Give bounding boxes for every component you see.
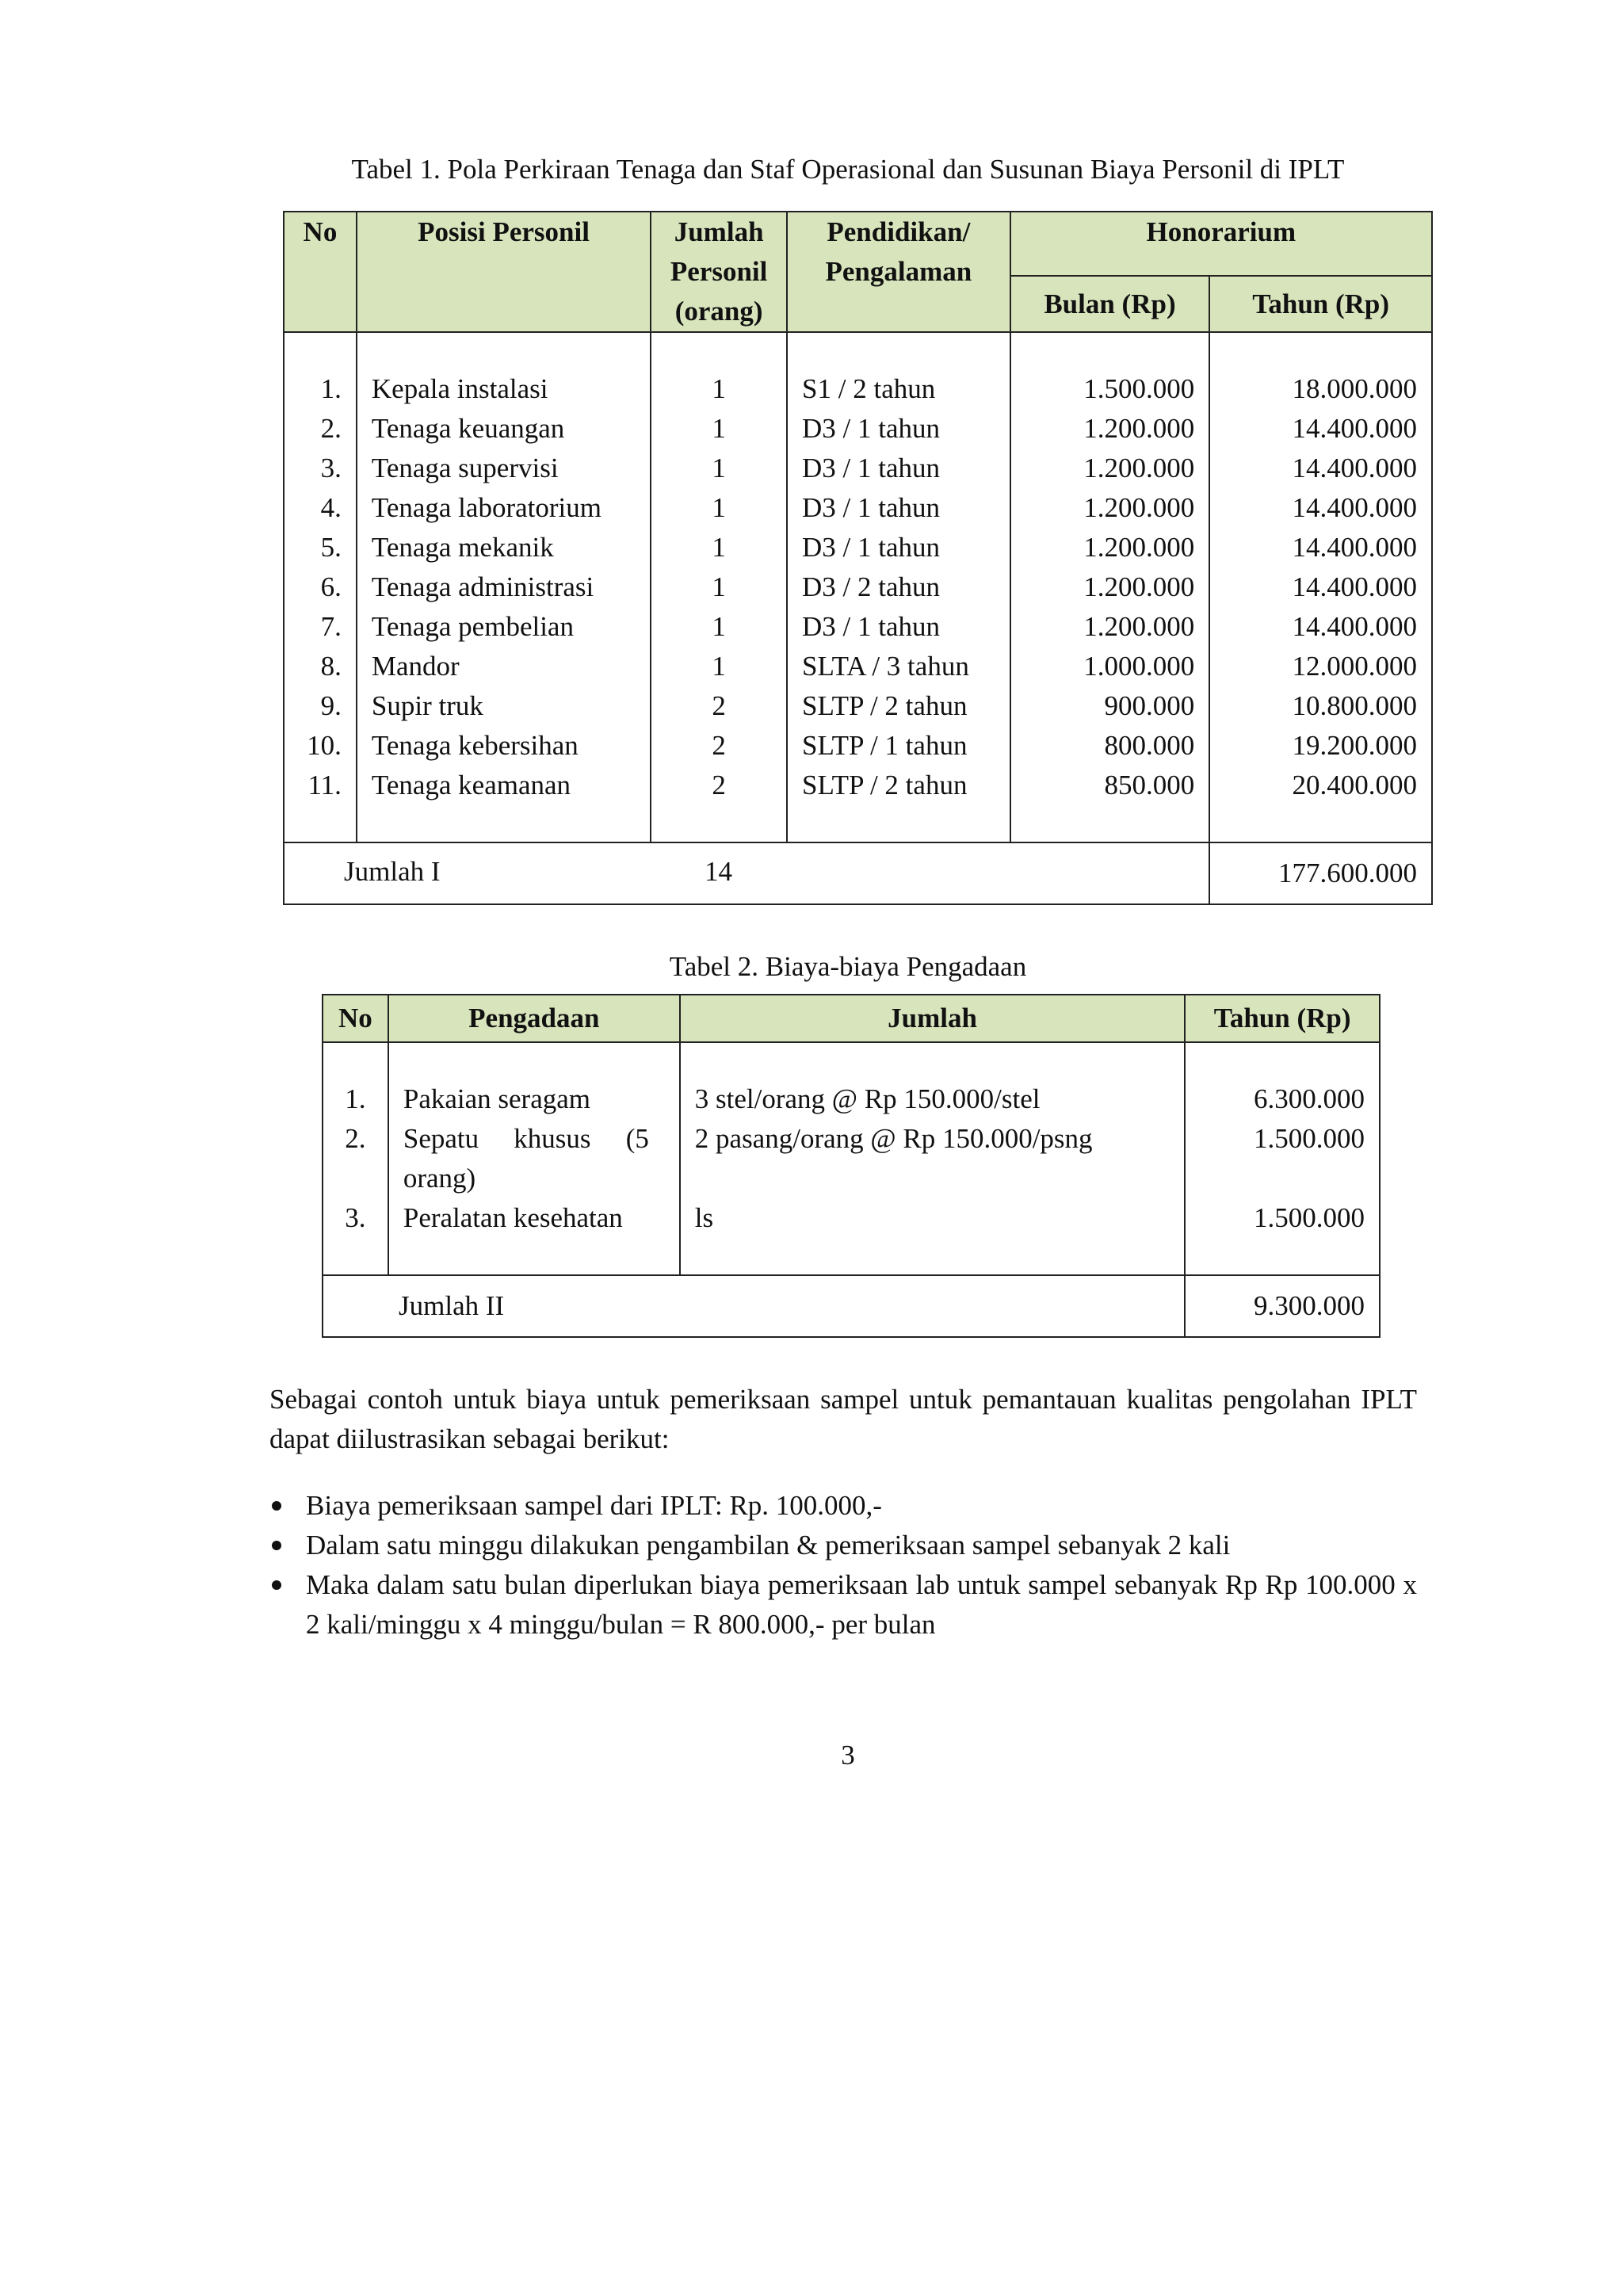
table-row-bulan: 1.200.000	[1083, 611, 1195, 642]
table-row-no: 7.	[320, 611, 342, 642]
table-row-posisi: Mandor	[371, 651, 460, 682]
table-row-pendidikan: SLTP / 1 tahun	[802, 730, 968, 761]
bullet-item-3: Maka dalam satu bulan diperlukan biaya pemeriksaan lab untuk sampel sebanyak Rp Rp 100.000 x 2 kali/minggu x 4 minggu/bulan = R 800.000,- per bulan	[306, 1569, 1417, 1640]
t1-header-no: No	[284, 212, 357, 332]
t1-header-bulan: Bulan (Rp)	[1010, 276, 1210, 332]
table-row-pendidikan: D3 / 1 tahun	[802, 413, 941, 444]
t1-header-honorarium: Honorarium	[1010, 212, 1432, 276]
table-row-pengadaan: Sepatu khusus (5 orang)	[403, 1123, 649, 1194]
table-row-posisi: Tenaga mekanik	[371, 532, 554, 563]
t1-header-pendidikan	[787, 212, 1010, 332]
table-row-tahun: 1.500.000	[1254, 1123, 1365, 1154]
table-row-no: 2.	[345, 1123, 366, 1154]
table-row-pengadaan: Peralatan kesehatan	[403, 1202, 623, 1233]
table-row-jumlah: 2 pasang/orang @ Rp 150.000/psng	[694, 1123, 1093, 1154]
body-paragraph: Sebagai contoh untuk biaya untuk pemeriksaan sampel untuk pemantauan kualitas pengolahan IPLT dapat diilustrasikan sebagai berikut:	[269, 1384, 1417, 1454]
table-row-no: 4.	[320, 492, 342, 523]
table-row-pendidikan: D3 / 1 tahun	[802, 492, 941, 523]
table-row-jumlah: 2	[712, 690, 726, 721]
table-row-no: 8.	[320, 651, 342, 682]
table-row-posisi: Kepala instalasi	[371, 373, 548, 404]
table-row-bulan: 1.200.000	[1083, 413, 1195, 444]
t2-header-jumlah: Jumlah	[680, 995, 1186, 1042]
table-row-bulan: 1.200.000	[1083, 532, 1195, 563]
t1-total-tahun: 177.600.000	[1209, 842, 1432, 904]
table-row-posisi: Tenaga administrasi	[371, 571, 594, 602]
t1-total-label: Jumlah I	[344, 856, 441, 887]
table-row-jumlah: 1	[712, 492, 726, 523]
table-row-tahun: 14.400.000	[1292, 453, 1417, 483]
table-row-posisi: Tenaga kebersihan	[371, 730, 579, 761]
t1-header-jumlah-l2: Personil	[670, 256, 768, 287]
t2-col-jumlah	[680, 1042, 1186, 1275]
t2-header-pengadaan: Pengadaan	[388, 995, 680, 1042]
table-row-no: 1.	[345, 1083, 366, 1114]
t1-total-label-cell	[284, 842, 1209, 904]
table-row-no: 10.	[307, 730, 342, 761]
table-row-posisi: Tenaga laboratorium	[371, 492, 601, 523]
table-row-pendidikan: SLTP / 2 tahun	[802, 690, 968, 721]
t1-col-pendidikan	[787, 332, 1010, 842]
t1-header-pendidikan-l1: Pendidikan/	[827, 216, 971, 247]
t1-col-tahun	[1209, 332, 1432, 842]
table-row-jumlah: 1	[712, 571, 726, 602]
bullet-dot-icon	[272, 1541, 281, 1550]
table-row-tahun: 14.400.000	[1292, 571, 1417, 602]
t1-total-row	[284, 842, 1432, 904]
t2-col-pengadaan	[388, 1042, 680, 1275]
table-row-tahun: 19.200.000	[1292, 730, 1417, 761]
table-row-jumlah: 1	[712, 651, 726, 682]
table-row-no: 1.	[320, 373, 342, 404]
table-row-pendidikan: S1 / 2 tahun	[802, 373, 936, 404]
bullet-item-2: Dalam satu minggu dilakukan pengambilan & pemeriksaan sampel sebanyak 2 kali	[306, 1530, 1231, 1561]
table-row-pendidikan: D3 / 2 tahun	[802, 571, 941, 602]
table-row-no: 3.	[345, 1202, 366, 1233]
table-row-pendidikan: D3 / 1 tahun	[802, 453, 941, 483]
table-row-bulan: 1.200.000	[1083, 492, 1195, 523]
table-row-no: 5.	[320, 532, 342, 563]
table-row-no: 11.	[307, 770, 342, 800]
table1-caption: Tabel 1. Pola Perkiraan Tenaga dan Staf Operasional dan Susunan Biaya Personil di IPLT	[351, 154, 1345, 185]
table-row-bulan: 1.500.000	[1083, 373, 1195, 404]
table-row-jumlah: 1	[712, 532, 726, 563]
t2-col-tahun	[1185, 1042, 1380, 1275]
table-row-tahun: 14.400.000	[1292, 611, 1417, 642]
table-row-pendidikan: D3 / 1 tahun	[802, 532, 941, 563]
table-row-jumlah: 1	[712, 373, 726, 404]
table-row-bulan: 900.000	[1104, 690, 1195, 721]
table-row-tahun: 1.500.000	[1254, 1202, 1365, 1233]
t1-header-jumlah	[651, 212, 787, 332]
table-row-no: 6.	[320, 571, 342, 602]
t1-header-posisi: Posisi Personil	[357, 212, 651, 332]
table-row-tahun: 14.400.000	[1292, 532, 1417, 563]
table-row-bulan: 1.200.000	[1083, 453, 1195, 483]
t1-col-bulan	[1010, 332, 1210, 842]
table-row-tahun: 14.400.000	[1292, 492, 1417, 523]
bullet-dot-icon	[272, 1580, 281, 1590]
table-row-posisi: Tenaga keuangan	[371, 413, 565, 444]
t2-body	[323, 1042, 1380, 1275]
t1-header-jumlah-l1: Jumlah	[674, 216, 764, 247]
t2-col-no	[323, 1042, 388, 1275]
table-row-tahun: 10.800.000	[1292, 690, 1417, 721]
table-row-posisi: Tenaga pembelian	[371, 611, 574, 642]
t2-total-row	[323, 1275, 1380, 1337]
t1-header-tahun: Tahun (Rp)	[1209, 276, 1432, 332]
table2	[322, 994, 1381, 1338]
table-row-pendidikan: D3 / 1 tahun	[802, 611, 941, 642]
table-row-no: 3.	[320, 453, 342, 483]
table-row-bulan: 1.000.000	[1083, 651, 1195, 682]
table-row-tahun: 14.400.000	[1292, 413, 1417, 444]
t1-total-personil: 14	[705, 856, 732, 887]
table-row-tahun: 18.000.000	[1292, 373, 1417, 404]
bullet-dot-icon	[272, 1501, 281, 1511]
t1-header-jumlah-l3: (orang)	[674, 296, 763, 327]
table-row-jumlah: 2	[712, 770, 726, 800]
t1-col-posisi	[357, 332, 651, 842]
table-row-tahun: 20.400.000	[1292, 770, 1417, 800]
table-row-no: 9.	[320, 690, 342, 721]
table-row-pendidikan: SLTA / 3 tahun	[802, 651, 969, 682]
t2-total-tahun: 9.300.000	[1185, 1275, 1380, 1337]
t1-header-pendidikan-l2: Pengalaman	[825, 256, 972, 287]
table-row-jumlah: 1	[712, 453, 726, 483]
table-row-no: 2.	[320, 413, 342, 444]
table-row-bulan: 1.200.000	[1083, 571, 1195, 602]
t2-header-no: No	[323, 995, 388, 1042]
table-row-pendidikan: SLTP / 2 tahun	[802, 770, 968, 800]
table1	[283, 211, 1433, 905]
table-row-jumlah: 3 stel/orang @ Rp 150.000/stel	[694, 1083, 1041, 1114]
table-row-pengadaan: Pakaian seragam	[403, 1083, 591, 1114]
t2-header-tahun: Tahun (Rp)	[1185, 995, 1380, 1042]
table-row-tahun: 12.000.000	[1292, 651, 1417, 682]
table-row-posisi: Supir truk	[371, 690, 483, 721]
t1-col-jumlah	[651, 332, 787, 842]
table-row-bulan: 800.000	[1104, 730, 1195, 761]
t1-body	[284, 332, 1432, 842]
table2-caption: Tabel 2. Biaya-biaya Pengadaan	[669, 951, 1027, 982]
t2-total-label: Jumlah II	[323, 1275, 1185, 1337]
bullet-item-1: Biaya pemeriksaan sampel dari IPLT: Rp. 100.000,-	[306, 1490, 882, 1521]
table-row-posisi: Tenaga supervisi	[371, 453, 559, 483]
page-number: 3	[841, 1740, 855, 1771]
table-row-posisi: Tenaga keamanan	[371, 770, 571, 800]
table-row-jumlah: ls	[694, 1202, 714, 1233]
t1-col-no	[284, 332, 357, 842]
table-row-jumlah: 1	[712, 611, 726, 642]
table-row-jumlah: 1	[712, 413, 726, 444]
table-row-jumlah: 2	[712, 730, 726, 761]
table-row-tahun: 6.300.000	[1254, 1083, 1365, 1114]
table-row-bulan: 850.000	[1104, 770, 1195, 800]
